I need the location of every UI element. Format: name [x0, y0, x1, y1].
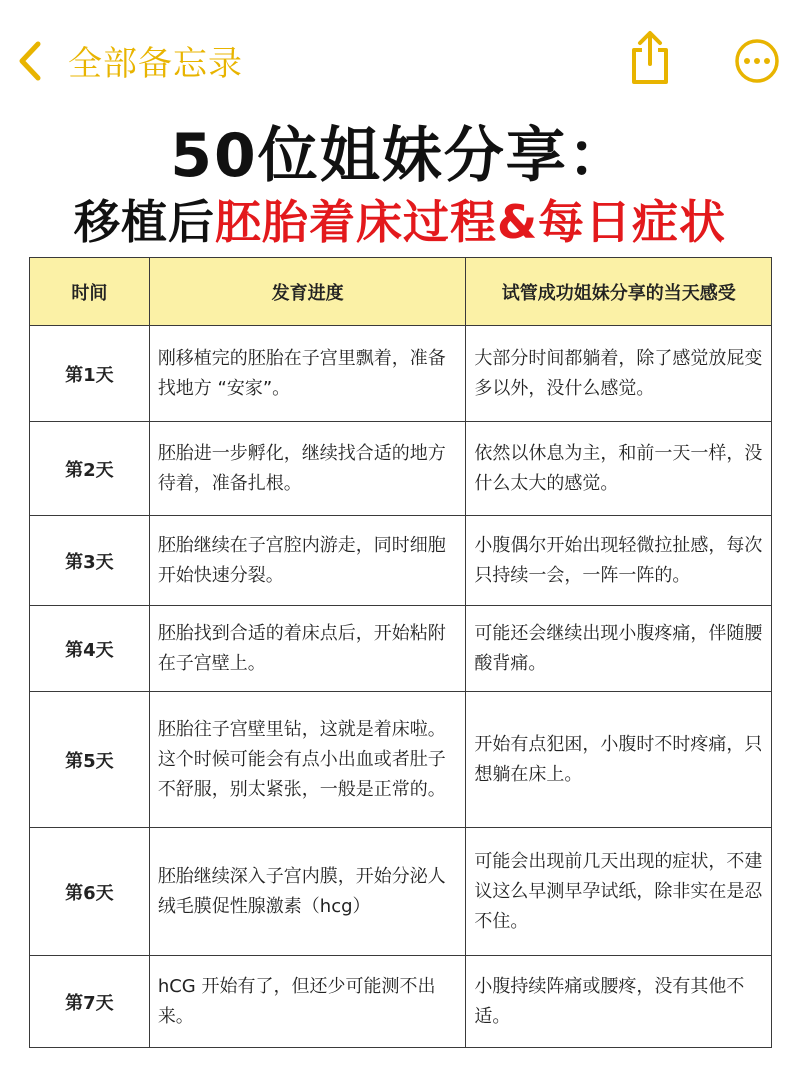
subtitle-red-part: 胚胎着床过程&每日症状 — [214, 195, 727, 249]
day-cell: 第5天 — [30, 692, 150, 828]
day-cell: 第7天 — [30, 956, 150, 1048]
feeling-cell: 可能还会继续出现小腹疼痛，伴随腰酸背痛。 — [466, 606, 772, 692]
subtitle-black-part: 移植后 — [73, 195, 215, 249]
table-row — [30, 422, 772, 516]
table-row — [30, 956, 772, 1048]
day-cell: 第3天 — [30, 516, 150, 606]
page-subtitle — [0, 186, 800, 252]
progress-cell: 胚胎继续在子宫腔内游走，同时细胞开始快速分裂。 — [149, 516, 466, 606]
progress-cell: 胚胎找到合适的着床点后，开始粘附在子宫壁上。 — [149, 606, 466, 692]
table-row — [30, 326, 772, 422]
table-row — [30, 606, 772, 692]
progress-cell: 胚胎继续深入子宫内膜，开始分泌人绒毛膜促性腺激素（hcg） — [149, 828, 466, 956]
day-cell: 第4天 — [30, 606, 150, 692]
progress-cell: 刚移植完的胚胎在子宫里飘着，准备找地方 “安家”。 — [149, 326, 466, 422]
progress-cell: hCG 开始有了，但还少可能测不出来。 — [149, 956, 466, 1048]
header-time: 时间 — [30, 258, 150, 326]
feeling-cell: 小腹持续阵痛或腰疼，没有其他不适。 — [466, 956, 772, 1048]
feeling-cell: 可能会出现前几天出现的症状，不建议这么早测早孕试纸，除非实在是忍不住。 — [466, 828, 772, 956]
feeling-cell: 大部分时间都躺着，除了感觉放屁变多以外，没什么感觉。 — [466, 326, 772, 422]
feeling-cell: 依然以休息为主，和前一天一样，没什么太大的感觉。 — [466, 422, 772, 516]
day-cell: 第1天 — [30, 326, 150, 422]
table-header-row — [30, 258, 772, 326]
table-row — [30, 692, 772, 828]
progress-cell: 胚胎往子宫壁里钻，这就是着床啦。这个时候可能会有点小出血或者肚子不舒服，别太紧张，一般是正常的。 — [149, 692, 466, 828]
progress-cell: 胚胎进一步孵化，继续找合适的地方待着，准备扎根。 — [149, 422, 466, 516]
back-label: 全部备忘录 — [68, 44, 243, 84]
header-feeling: 试管成功姐妹分享的当天感受 — [466, 258, 772, 326]
top-navigation-bar — [0, 0, 800, 110]
back-button[interactable] — [18, 36, 243, 85]
day-cell: 第6天 — [30, 828, 150, 956]
share-button[interactable] — [628, 30, 672, 86]
table-row — [30, 516, 772, 606]
more-options-button[interactable] — [734, 38, 780, 84]
symptom-table — [29, 257, 772, 1048]
day-cell: 第2天 — [30, 422, 150, 516]
page-title: 50位姐妹分享： — [170, 121, 630, 191]
ellipsis-circle-icon — [734, 38, 780, 84]
table-row — [30, 828, 772, 956]
header-progress: 发育进度 — [149, 258, 466, 326]
chevron-left-icon — [18, 40, 42, 82]
share-icon — [628, 30, 672, 86]
feeling-cell: 开始有点犯困，小腹时不时疼痛，只想躺在床上。 — [466, 692, 772, 828]
feeling-cell: 小腹偶尔开始出现轻微拉扯感，每次只持续一会，一阵一阵的。 — [466, 516, 772, 606]
